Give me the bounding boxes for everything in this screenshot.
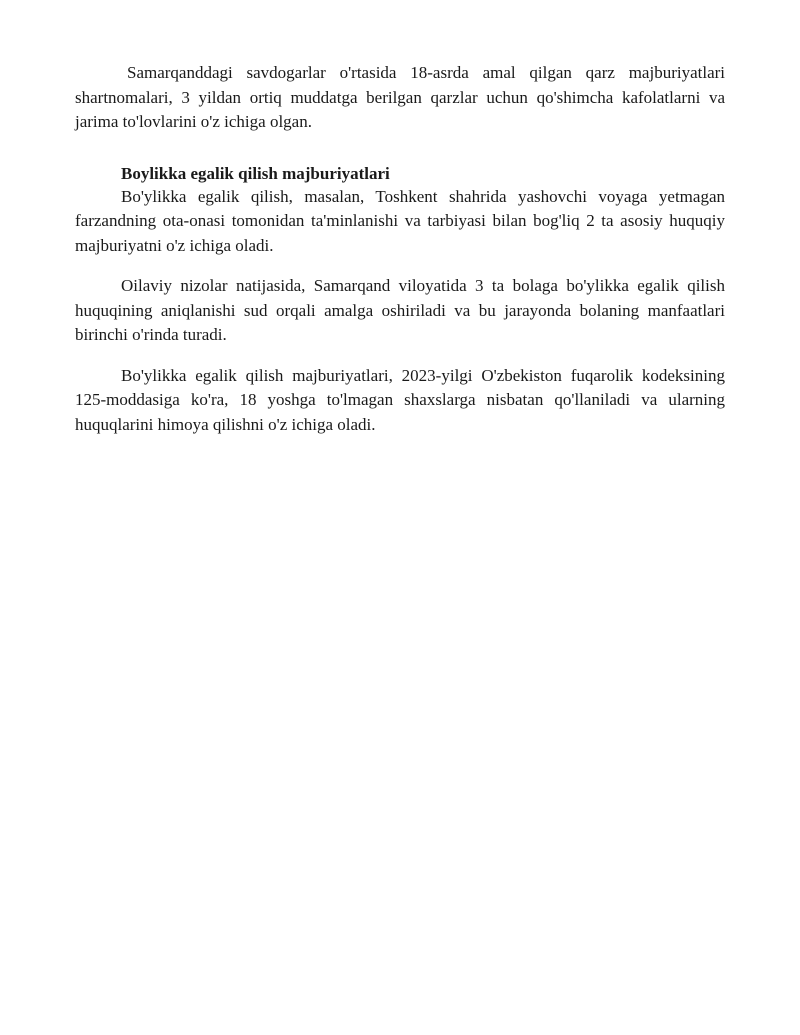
paragraph-guardianship-definition: Bo'ylikka egalik qilish, masalan, Toshkent shahrida yashovchi voyaga yetmagan farzandning ota-onasi tomonidan ta'minlanishi va tarbiyasi bilan bog'liq 2 ta asosiy huquqiy majburiyatni o'z ichiga oladi. [75,186,725,255]
paragraph-merchants-debt: Samarqanddagi savdogarlar o'rtasida 18-asrda amal qilgan qarz majburiyatlari shartnomalari, 3 yildan ortiq muddatga berilgan qarzlar uchun qo'shimcha kafolatlarni va jarima to'lovlarini o'z ichiga olgan. [75,63,725,131]
spacer [75,135,725,162]
section-heading: Boylikka egalik qilish majburiyatlari [121,163,390,183]
paragraph-family-disputes: Oilaviy nizolar natijasida, Samarqand viloyatida 3 ta bolaga bo'ylikka egalik qilish huquqining aniqlanishi sud orqali amalga oshiriladi va bu jarayonda bolaning manfaatlari birinchi o'rinda turadi. [75,276,725,344]
spacer [75,258,725,274]
document-page [75,61,725,437]
spacer [75,348,725,364]
paragraph-civil-code: Bo'ylikka egalik qilish majburiyatlari, 2023-yilgi O'zbekiston fuqarolik kodeksining 125-moddasiga ko'ra, 18 yoshga to'lmagan shaxslarga nisbatan qo'llaniladi va ularning huquqlarini himoya qilishni o'z ichiga oladi. [75,365,725,434]
